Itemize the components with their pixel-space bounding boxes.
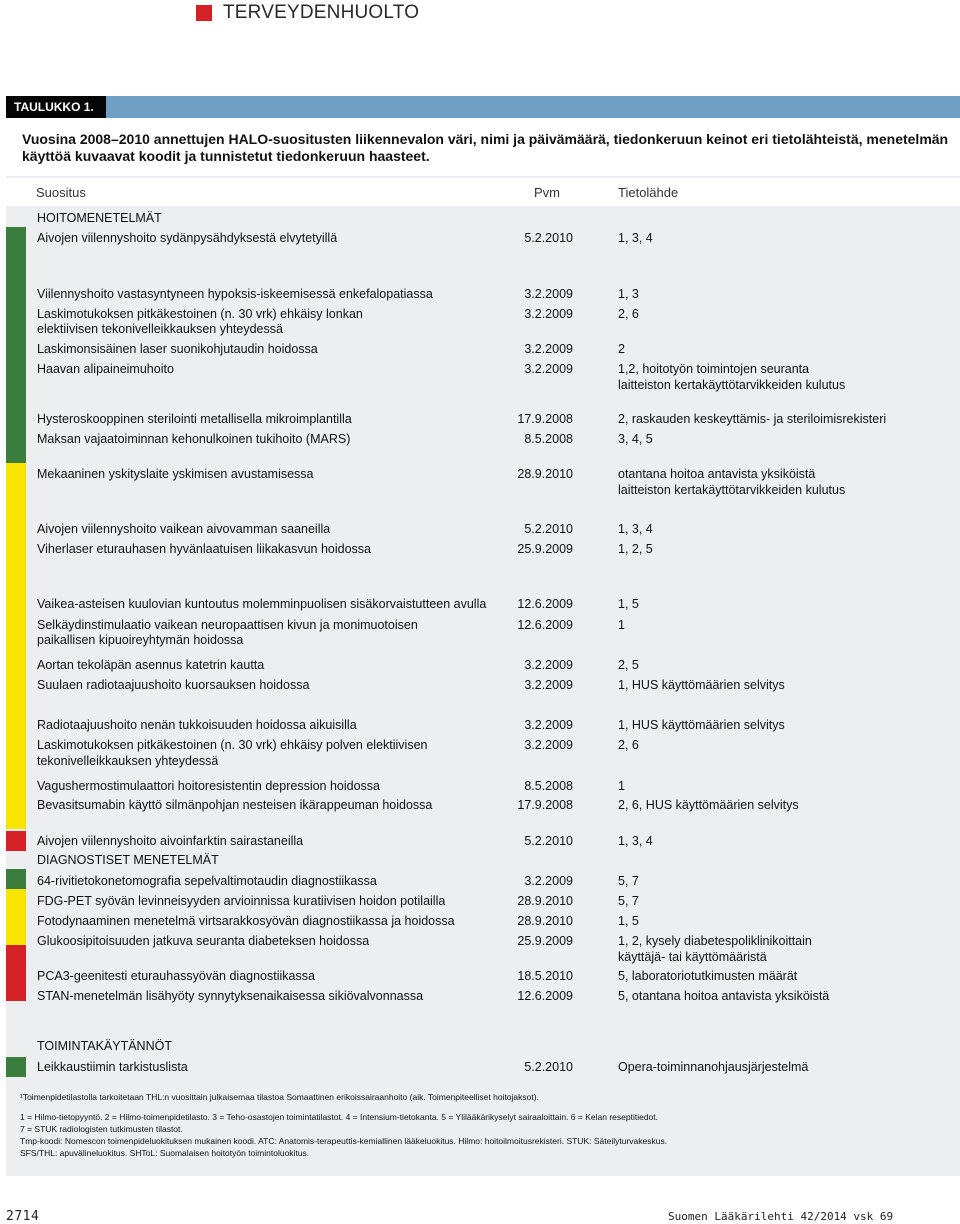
- row-name-cont: tekonivelleikkauksen yhteydessä: [37, 754, 219, 768]
- row-name: Aortan tekoläpän asennus katetrin kautta: [37, 658, 265, 672]
- color-bar-green: [6, 1057, 26, 1077]
- row-source: 2, 5: [618, 658, 639, 672]
- table-title: Vuosina 2008–2010 annettujen HALO-suositusten liikennevalon väri, nimi ja päivämäärä, tiedonkeruun keinot eri tietolähteistä, menetelmän käyttöä kuvaavat koodit ja tunnistetut tiedonkeruun haasteet.: [22, 131, 949, 164]
- row-date: 5.2.2010: [524, 231, 573, 245]
- row-date: 3.2.2009: [524, 678, 573, 692]
- col-tietolahde: Tietolähde: [618, 185, 679, 200]
- row-source: 2, raskauden keskeyttämis- ja steriloimisrekisteri: [618, 412, 887, 426]
- section-hoito: HOITOMENETELMÄT: [37, 211, 162, 225]
- row-source: 2, 6: [618, 307, 639, 321]
- row-source: 1, HUS käyttömäärien selvitys: [618, 678, 785, 692]
- row-date: 3.2.2009: [524, 362, 573, 376]
- row-date: 17.9.2008: [517, 798, 573, 812]
- table-label: TAULUKKO 1.: [6, 96, 106, 118]
- row-date: 5.2.2010: [524, 522, 573, 536]
- row-name: Laskimotukoksen pitkäkestoinen (n. 30 vrk) ehkäisy polven elektiivisen: [37, 738, 428, 752]
- row-source-cont: laitteiston kertakäyttötarvikkeiden kulutus: [618, 378, 846, 392]
- row-name: Glukoosipitoisuuden jatkuva seuranta diabeteksen hoidossa: [37, 934, 370, 948]
- row-date: 17.9.2008: [517, 412, 573, 426]
- row-date: 3.2.2009: [524, 738, 573, 752]
- row-date: 3.2.2009: [524, 718, 573, 732]
- row-name: STAN-menetelmän lisähyöty synnytyksenaikaisessa sikiövalvonnassa: [37, 989, 424, 1003]
- row-name: PCA3-geenitesti eturauhassyövän diagnostiikassa: [37, 969, 315, 983]
- row-source: 1, 3, 4: [618, 834, 653, 848]
- row-name: Aivojen viilennyshoito sydänpysähdyksestä elvytetyillä: [37, 231, 338, 245]
- row-name: Vaikea-asteisen kuulovian kuntoutus molemminpuolisen sisäkorvaistutteen avulla: [37, 597, 487, 611]
- color-bar-green: [6, 227, 26, 463]
- row-name: Bevasitsumabin käyttö silmänpohjan nesteisen ikärappeuman hoidossa: [37, 798, 433, 812]
- row-date: 3.2.2009: [524, 658, 573, 672]
- row-name: Viilennyshoito vastasyntyneen hypoksis-iskeemisessä enkefalopatiassa: [37, 287, 433, 301]
- table-label-bar: [6, 96, 960, 118]
- color-bar-yellow: [6, 889, 26, 945]
- row-source: 1: [618, 618, 625, 632]
- color-bar-yellow: [6, 463, 26, 829]
- row-name: Aivojen viilennyshoito aivoinfarktin sairastaneilla: [37, 834, 304, 848]
- row-source: 1, 3, 4: [618, 231, 653, 245]
- row-date: 8.5.2008: [524, 432, 573, 446]
- section-marker-icon: [196, 5, 212, 21]
- row-name-cont: elektiivisen tekonivelleikkauksen yhteydessä: [37, 322, 283, 336]
- row-source: 1, 5: [618, 597, 639, 611]
- color-bar-red: [6, 945, 26, 1001]
- row-source: 1, 2, 5: [618, 542, 653, 556]
- row-source: 1, 3: [618, 287, 639, 301]
- column-header: [6, 178, 960, 206]
- row-name: Selkäydinstimulaatio vaikean neuropaattisen kivun ja monimuotoisen: [37, 618, 418, 632]
- row-name: Leikkaustiimin tarkistuslista: [37, 1060, 188, 1074]
- row-source: 2, 6, HUS käyttömäärien selvitys: [618, 798, 799, 812]
- row-source: 1, 2, kysely diabetespoliklinikoittain: [618, 934, 812, 948]
- row-name: Aivojen viilennyshoito vaikean aivovamman saaneilla: [37, 522, 331, 536]
- row-name: Viherlaser eturauhasen hyvänlaatuisen liikakasvun hoidossa: [37, 542, 372, 556]
- row-date: 25.9.2009: [517, 934, 573, 948]
- row-source: otantana hoitoa antavista yksiköistä: [618, 467, 816, 481]
- row-source: 5, laboratoriotutkimusten määrät: [618, 969, 798, 983]
- row-date: 25.9.2009: [517, 542, 573, 556]
- row-date: 5.2.2010: [524, 1060, 573, 1074]
- footnote: 7 = STUK radiologisten tutkimusten tilastot.: [20, 1124, 183, 1134]
- row-date: 12.6.2009: [517, 597, 573, 611]
- color-bar-red: [6, 831, 26, 851]
- row-source: 1, 3, 4: [618, 522, 653, 536]
- row-name: Laskimonsisäinen laser suonikohjutaudin hoidossa: [37, 342, 318, 356]
- col-suositus: Suositus: [36, 185, 86, 200]
- row-source: 1: [618, 779, 625, 793]
- row-name: Haavan alipaineimuhoito: [37, 362, 174, 376]
- footnote: ¹Toimenpidetilastolla tarkoitetaan THL:n vuosittain julkaisemaa tilastoa Somaattinen erikoissairaanhoito (aik. Toimenpiteelliset hoitojaksot).: [20, 1092, 539, 1102]
- footnote: Tmp-koodi: Nomescon toimenpideluokituksen mukainen koodi. ATC: Anatomis-terapeuttis-kemiallinen lääkeluokitus. Hilmo: hoitoilmoitusrekisteri. STUK: Säteilyturvakeskus.: [20, 1136, 668, 1146]
- row-date: 3.2.2009: [524, 287, 573, 301]
- section-header: [196, 2, 419, 24]
- row-source: 1, 5: [618, 914, 639, 928]
- row-date: 12.6.2009: [517, 618, 573, 632]
- section-title: TERVEYDENHUOLTO: [223, 2, 420, 23]
- row-source-cont: käyttäjä- tai käyttömääristä: [618, 950, 767, 964]
- row-date: 18.5.2010: [517, 969, 573, 983]
- row-name: Radiotaajuushoito nenän tukkoisuuden hoidossa aikuisilla: [37, 718, 357, 732]
- row-date: 3.2.2009: [524, 342, 573, 356]
- row-date: 8.5.2008: [524, 779, 573, 793]
- row-name: 64-rivitietokonetomografia sepelvaltimotaudin diagnostiikassa: [37, 874, 377, 888]
- row-name: Suulaen radiotaajuushoito kuorsauksen hoidossa: [37, 678, 310, 692]
- page-number: 2714: [6, 1209, 40, 1224]
- row-source: 5, 7: [618, 874, 639, 888]
- row-name: Mekaaninen yskityslaite yskimisen avustamisessa: [37, 467, 314, 481]
- row-source: 2: [618, 342, 625, 356]
- row-name: FDG-PET syövän levinneisyyden arvioinnissa kuratiivisen hoidon potilailla: [37, 894, 446, 908]
- row-source: Opera-toiminnanohjausjärjestelmä: [618, 1060, 809, 1074]
- table-title-box: [6, 118, 960, 176]
- row-date: 3.2.2009: [524, 874, 573, 888]
- row-name: Laskimotukoksen pitkäkestoinen (n. 30 vrk) ehkäisy lonkan: [37, 307, 363, 321]
- section-diag: DIAGNOSTISET MENETELMÄT: [37, 853, 219, 867]
- row-date: 3.2.2009: [524, 307, 573, 321]
- row-date: 5.2.2010: [524, 834, 573, 848]
- row-source: 5, 7: [618, 894, 639, 908]
- row-source: 1,2, hoitotyön toimintojen seuranta: [618, 362, 810, 376]
- row-name: Maksan vajaatoiminnan kehonulkoinen tukihoito (MARS): [37, 432, 351, 446]
- footnote: SFS/THL: apuvälineluokitus. SHToL: Suomalaisen hoitotyön toimintoluokitus.: [20, 1148, 310, 1158]
- row-date: 28.9.2010: [517, 914, 573, 928]
- footnote: 1 = Hilmo-tietopyyntö. 2 = Hilmo-toimenpidetilasto. 3 = Teho-osastojen toimintatilastot. 4 = Intensium-tietokanta. 5 = Ylilääkärikyselyt sairaaloittain. 6 = Kelan reseptitiedot.: [20, 1112, 658, 1122]
- row-name: Fotodynaaminen menetelmä virtsarakkosyövän diagnostiikassa ja hoidossa: [37, 914, 455, 928]
- row-date: 28.9.2010: [517, 894, 573, 908]
- row-source: 2, 6: [618, 738, 639, 752]
- row-source-cont: laitteiston kertakäyttötarvikkeiden kulutus: [618, 483, 846, 497]
- row-source: 1, HUS käyttömäärien selvitys: [618, 718, 785, 732]
- color-bar-green: [6, 869, 26, 889]
- row-name-cont: paikallisen kipuoireyhtymän hoidossa: [37, 633, 244, 647]
- journal-name: Suomen Lääkärilehti 42/2014 vsk 69: [668, 1210, 894, 1223]
- row-source: 5, otantana hoitoa antavista yksiköistä: [618, 989, 830, 1003]
- section-toim: TOIMINTAKÄYTÄNNÖT: [37, 1039, 172, 1053]
- col-pvm: Pvm: [534, 185, 560, 200]
- row-name: Hysteroskooppinen sterilointi metallisella mikroimplantilla: [37, 412, 352, 426]
- row-source: 3, 4, 5: [618, 432, 653, 446]
- row-date: 28.9.2010: [517, 467, 573, 481]
- row-date: 12.6.2009: [517, 989, 573, 1003]
- row-name: Vagushermostimulaattori hoitoresistentin depression hoidossa: [37, 779, 381, 793]
